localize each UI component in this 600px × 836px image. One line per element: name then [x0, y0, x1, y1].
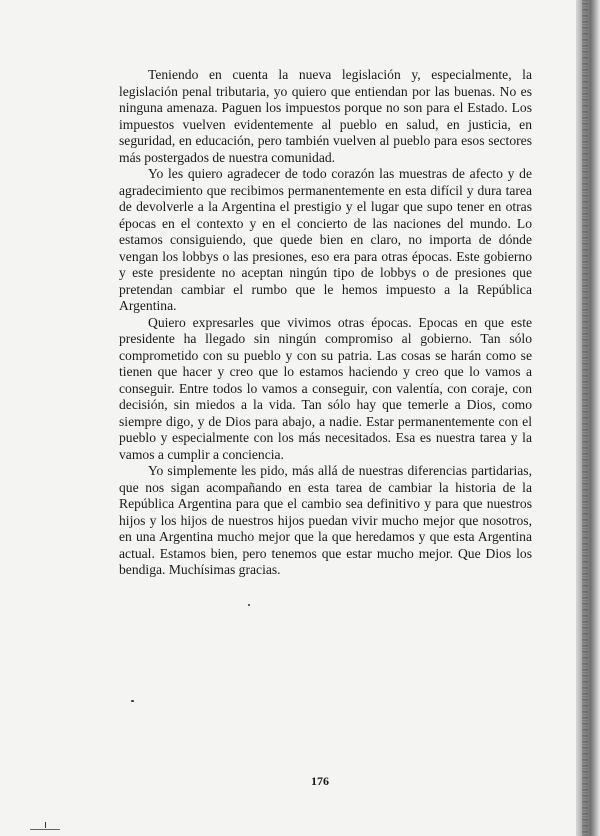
body-text	[119, 67, 532, 579]
paragraph-2: Yo les quiero agradecer de todo corazón las muestras de afecto y de agradecimiento que recibimos permanentemente en esta difícil y dura tarea de devolverle a la Argentina el prestigio y el lugar que supo tener en otras épocas en el contexto y en el concierto de las naciones del mundo. Lo estamos consiguiendo, que quede bien en claro, no importa de dónde vengan los lobbys o las presiones, eso era para otras épocas. Este gobierno y este presidente no aceptan ningún tipo de lobbys o de presiones que pretendan cambiar el rumbo que le hemos impuesto a la República Argentina.	[119, 166, 532, 313]
page-edge-shadow	[576, 0, 600, 836]
paragraph-1: Teniendo en cuenta la nueva legislación y, especialmente, la legislación penal tributaria, yo quiero que entiendan por las buenas. No es ninguna amenaza. Paguen los impuestos porque no son para el Estado. Los impuestos vuelven evidentemente al pueblo en salud, en justicia, en seguridad, en educación, pero también vuelven al pueblo para esos sectores más postergados de nuestra comunidad.	[119, 67, 532, 165]
scan-speck	[45, 822, 46, 828]
scan-speck	[248, 604, 250, 606]
scan-artifact-line	[30, 829, 60, 830]
paragraph-4: Yo simplemente les pido, más allá de nuestras diferencias partidarias, que nos sigan acompañando en esta tarea de cambiar la historia de la República Argentina para que el cambio sea definitivo y para que nuestros hijos y los hijos de nuestros hijos puedan vivir mucho mejor que nosotros, en una Argentina mucho mejor que la que heredamos y que esta Argentina actual. Estamos bien, pero tenemos que estar mucho mejor. Que Dios los bendiga. Muchísimas gracias.	[119, 463, 532, 577]
scan-speck	[131, 700, 134, 702]
page-number: 176	[311, 774, 329, 788]
paragraph-3: Quiero expresarles que vivimos otras épocas. Epocas en que este presidente ha llegado sin ningún compromiso al gobierno. Tan sólo comprometido con su pueblo y con su patria. Las cosas se harán como se tienen que hacer y creo que lo estamos haciendo y creo que lo vamos a conseguir. Entre todos lo vamos a conseguir, con valentía, con coraje, con decisión, sin miedos a la vida. Tan sólo hay que temerle a Dios, como siempre digo, y de Dios para abajo, a nadie. Estar permanentemente con el pueblo y especialmente con los más necesitados. Esa es nuestra tarea y la vamos a cumplir a conciencia.	[119, 314, 532, 462]
